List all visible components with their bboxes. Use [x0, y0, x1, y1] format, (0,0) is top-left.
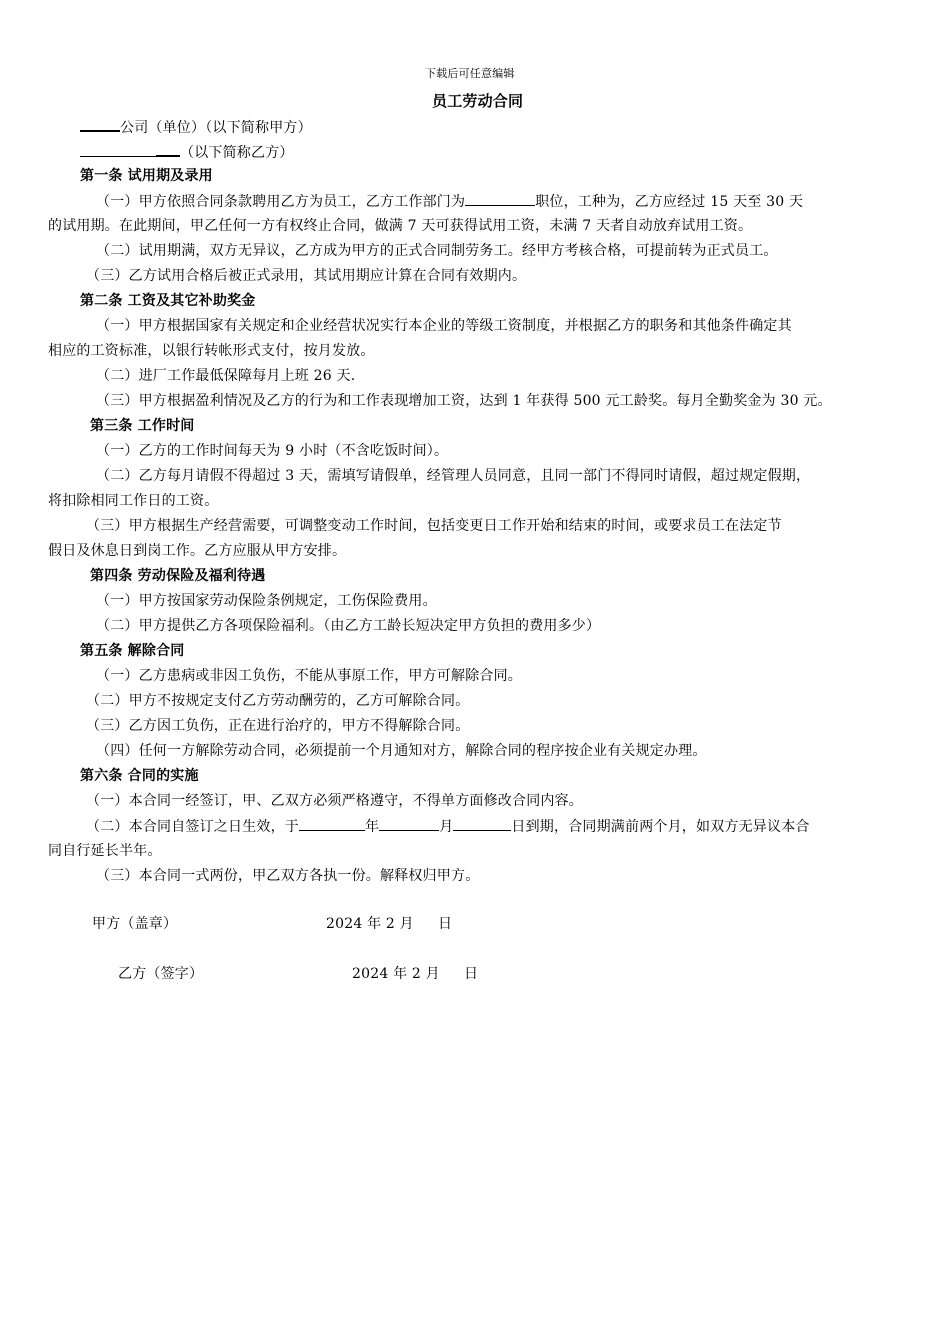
month-label: 月: [439, 819, 454, 835]
section-1-clause-1-text-a: （一）甲方依照合同条款聘用乙方为员工，乙方工作部门为: [96, 194, 466, 210]
section-2-clause-2: （二）进厂工作最低保障每月上班 26 天.: [96, 368, 356, 384]
year-label: 年: [365, 819, 380, 835]
section-6-clause-2-text-a: （二）本合同自签订之日生效，于: [86, 819, 299, 835]
section-2-clause-3: （三）甲方根据盈利情况及乙方的行为和工作表现增加工资，达到 1 年获得 500 元工龄奖。每月全勤奖金为 30 元。: [96, 393, 832, 409]
section-2-heading: 第二条 工资及其它补助奖金: [80, 293, 256, 309]
party-b-line: [80, 141, 294, 161]
section-3-heading: 第三条 工作时间: [90, 418, 195, 434]
section-4-clause-2: （二）甲方提供乙方各项保险福利。（由乙方工龄长短决定甲方负担的费用多少）: [96, 618, 601, 634]
section-4-heading: 第四条 劳动保险及福利待遇: [90, 568, 266, 584]
party-b-date: 2024 年 2 月: [352, 966, 440, 982]
party-a-day: 日: [438, 916, 453, 932]
party-a-text: 公司（单位）（以下简称甲方）: [120, 120, 312, 136]
section-3-clause-1: （一）乙方的工作时间每天为 9 小时（不含吃饭时间）。: [96, 443, 449, 459]
end-month-blank: [379, 816, 439, 831]
party-a-date: 2024 年 2 月: [326, 916, 414, 932]
section-2-clause-1-line-1: （一）甲方根据国家有关规定和企业经营状况实行本企业的等级工资制度，并根据乙方的职务和其他条件确定其: [96, 318, 792, 334]
department-blank: [465, 191, 535, 206]
party-a-seal-label: 甲方（盖章）: [92, 916, 178, 932]
section-6-heading: 第六条 合同的实施: [80, 768, 199, 784]
section-6-clause-2-line-1: [86, 816, 810, 836]
section-1-clause-1-line-2: 的试用期。在此期间，甲乙任何一方有权终止合同，做满 7 天可获得试用工资，未满 7 天者自动放弃试用工资。: [48, 218, 753, 234]
party-b-day: 日: [464, 966, 479, 982]
section-5-clause-1: （一）乙方患病或非因工负伤，不能从事原工作，甲方可解除合同。: [96, 668, 522, 684]
party-b-name-blank-2: [156, 141, 180, 157]
section-1-heading: 第一条 试用期及录用: [80, 168, 213, 184]
section-1-clause-2: （二）试用期满，双方无异议，乙方成为甲方的正式合同制劳务工。经甲方考核合格，可提前转为正式员工。: [96, 243, 778, 259]
section-1-clause-1-line-1: [96, 191, 803, 211]
section-1-clause-3: （三）乙方试用合格后被正式录用，其试用期应计算在合同有效期内。: [86, 268, 527, 284]
section-5-clause-4: （四）任何一方解除劳动合同，必须提前一个月通知对方，解除合同的程序按企业有关规定办理。: [96, 743, 707, 759]
party-b-text: （以下简称乙方）: [180, 145, 294, 161]
party-a-line: [80, 116, 312, 136]
section-3-clause-2-line-1: （二）乙方每月请假不得超过 3 天，需填写请假单，经管理人员同意，且同一部门不得同时请假，超过规定假期，: [96, 468, 811, 484]
page-title: 员工劳动合同: [432, 92, 524, 110]
section-5-clause-3: （三）乙方因工负伤，正在进行治疗的，甲方不得解除合同。: [86, 718, 470, 734]
party-b-signature-label: 乙方（签字）: [118, 966, 204, 982]
section-4-clause-1: （一）甲方按国家劳动保险条例规定，工伤保险费用。: [96, 593, 437, 609]
section-1-clause-1-text-b: 职位，工种为，乙方应经过 15 天至 30 天: [535, 194, 804, 210]
end-year-blank: [299, 816, 365, 831]
party-a-name-blank: [80, 116, 120, 132]
section-2-clause-1-line-2: 相应的工资标准，以银行转帐形式支付，按月发放。: [48, 343, 375, 359]
section-6-clause-2-line-2: 同自行延长半年。: [48, 843, 162, 859]
section-6-clause-1: （一）本合同一经签订，甲、乙双方必须严格遵守，不得单方面修改合同内容。: [86, 793, 583, 809]
section-3-clause-2-line-2: 将扣除相同工作日的工资。: [48, 493, 219, 509]
end-day-blank: [453, 816, 511, 831]
section-5-clause-2: （二）甲方不按规定支付乙方劳动酬劳的，乙方可解除合同。: [86, 693, 470, 709]
section-6-clause-3: （三）本合同一式两份，甲乙双方各执一份。解释权归甲方。: [96, 868, 480, 884]
section-3-clause-3-line-2: 假日及休息日到岗工作。乙方应服从甲方安排。: [48, 543, 347, 559]
section-3-clause-3-line-1: （三）甲方根据生产经营需要，可调整变动工作时间，包括变更日工作开始和结束的时间，或要求员工在法定节: [86, 518, 782, 534]
party-b-name-blank: [80, 142, 156, 157]
download-note: 下载后可任意编辑: [425, 67, 515, 80]
section-5-heading: 第五条 解除合同: [80, 643, 185, 659]
section-6-clause-2-text-b: 日到期，合同期满前两个月，如双方无异议本合: [511, 819, 810, 835]
